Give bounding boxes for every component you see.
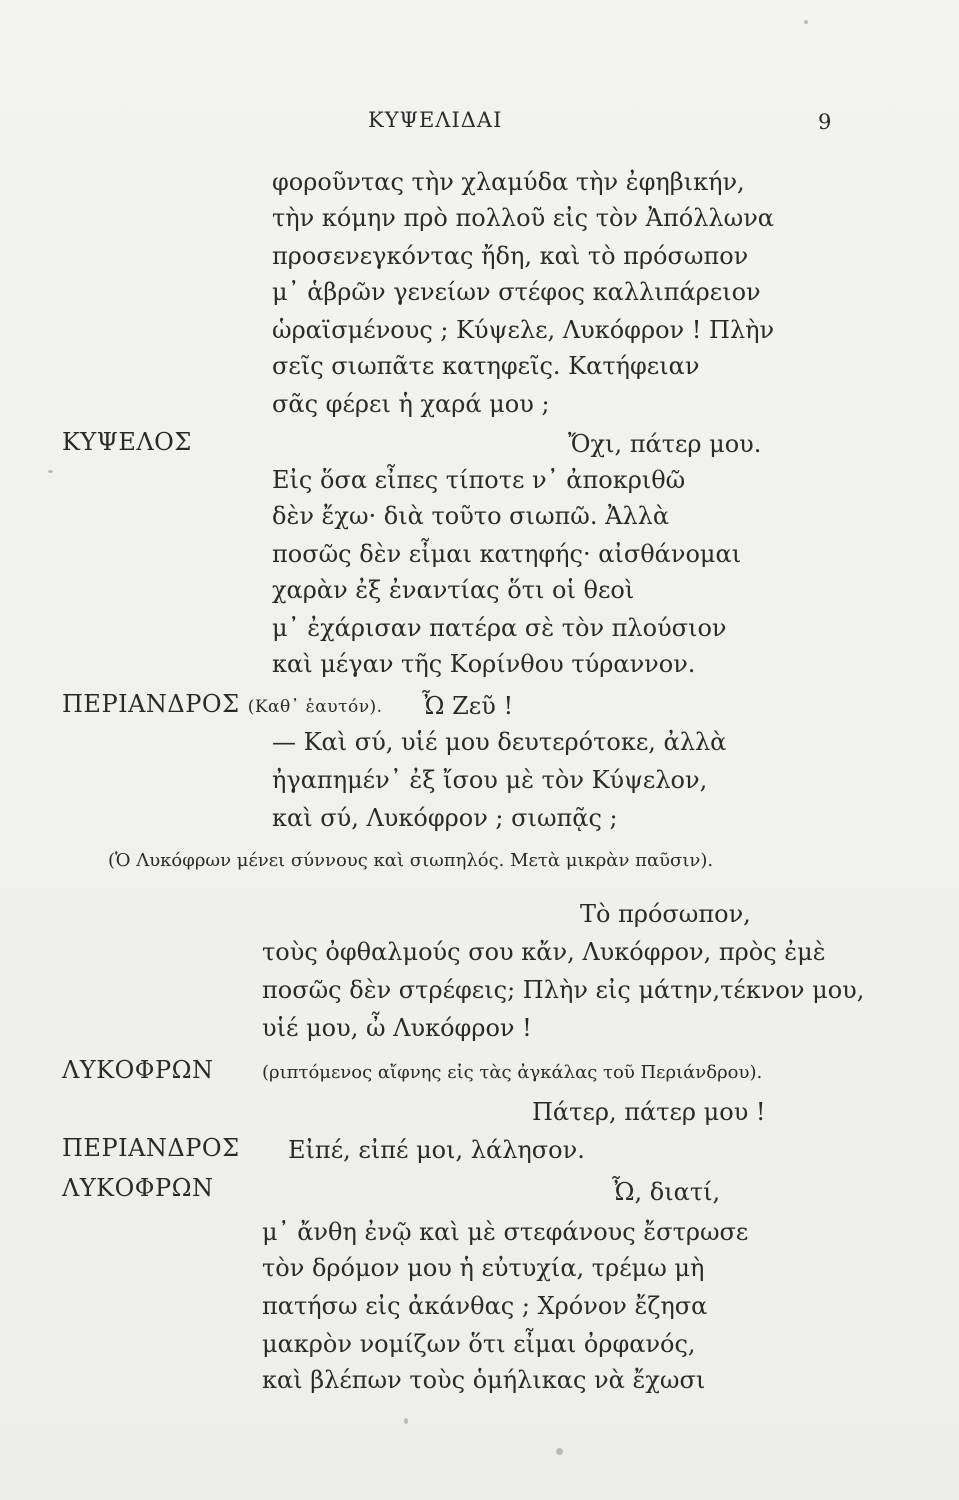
verse-line: Εἰπέ, εἰπέ μοι, λάλησον. <box>288 1136 585 1164</box>
verse-line: Εἰς ὅσα εἶπες τίποτε ν᾿ ἀποκριθῶ <box>272 466 686 494</box>
speaker-name: ΛΥΚΟΦΡΩΝ <box>62 1056 214 1084</box>
paper-speck <box>804 20 808 24</box>
verse-line: — Καὶ σύ, υἱέ μου δευτερότοκε, ἀλλὰ <box>272 728 727 756</box>
verse-line: πατήσω εἰς ἀκάνθας ; Χρόνον ἔζησα <box>262 1292 708 1320</box>
verse-line: καὶ σύ, Λυκόφρον ; σιωπᾷς ; <box>272 804 618 832</box>
speaker-label: ΠΕΡΙΑΝΔΡΟΣ <box>62 690 240 718</box>
speaker-name: ΛΥΚΟΦΡΩΝ <box>62 1174 214 1202</box>
verse-line: υἱέ μου, ὦ Λυκόφρον ! <box>262 1014 532 1042</box>
verse-line: μακρὸν νομίζων ὅτι εἶμαι ὀρφανός, <box>262 1330 696 1358</box>
running-header-title: ΚΥΨΕΛΙΔΑΙ <box>368 108 503 132</box>
verse-line: τοὺς ὀφθαλμούς σου κἄν, Λυκόφρον, πρὸς ἐμὲ <box>262 938 826 966</box>
verse-line: ποσῶς δὲν στρέφεις; Πλὴν εἰς μάτην,τέκνον μου, <box>262 976 865 1004</box>
verse-line: δὲν ἔχω· διὰ τοῦτο σιωπῶ. Ἀλλὰ <box>272 502 670 530</box>
stage-direction-aside: (Καθ᾿ ἑαυτόν). <box>247 697 383 717</box>
verse-line: καὶ βλέπων τοὺς ὁμήλικας νὰ ἔχωσι <box>262 1366 706 1394</box>
speaker-name: ΚΥΨΕΛΟΣ <box>62 428 192 456</box>
verse-line: καὶ μέγαν τῆς Κορίνθου τύραννον. <box>272 650 696 678</box>
verse-line: ὡραϊσμένους ; Κύψελε, Λυκόφρον ! Πλὴν <box>272 316 775 344</box>
speaker-name: ΠΕΡΙΑΝΔΡΟΣ <box>62 1134 240 1162</box>
verse-line: Πάτερ, πάτερ μου ! <box>532 1098 766 1126</box>
verse-line: τὸν δρόμον μου ἡ εὐτυχία, τρέμω μὴ <box>262 1254 705 1282</box>
paper-speck <box>48 470 53 473</box>
verse-line: ποσῶς δὲν εἶμαι κατηφής· αἰσθάνομαι <box>272 540 742 568</box>
page-number: 9 <box>818 110 832 134</box>
verse-line: Ὄχι, πάτερ μου. <box>568 430 762 458</box>
paper-speck <box>556 1448 563 1455</box>
stage-direction: (ριπτόμενος αἴφνης εἰς τὰς ἀγκάλας τοῦ Περιάνδρου). <box>262 1062 763 1083</box>
verse-line: τὴν κόμην πρὸ πολλοῦ εἰς τὸν Ἀπόλλωνα <box>272 204 774 232</box>
verse-line: σᾶς φέρει ἡ χαρά μου ; <box>272 390 550 418</box>
stage-direction: (Ὁ Λυκόφρων μένει σύννους καὶ σιωπηλός. Μετὰ μικρὰν παῦσιν). <box>108 850 714 871</box>
verse-line: ἠγαπημέν᾿ ἐξ ἴσου μὲ τὸν Κύψελον, <box>272 766 708 794</box>
verse-line: μ᾿ ἐχάρισαν πατέρα σὲ τὸν πλούσιον <box>272 614 727 642</box>
speaker-name <box>62 692 383 716</box>
verse-line: προσενεγκόντας ἤδη, καὶ τὸ πρόσωπον <box>272 242 749 270</box>
verse-line: φοροῦντας τὴν χλαμύδα τὴν ἐφηβικήν, <box>272 168 745 196</box>
paper-speck <box>404 1418 408 1424</box>
verse-line: χαρὰν ἐξ ἐναντίας ὅτι οἱ θεοὶ <box>272 576 635 604</box>
verse-line: Ὦ Ζεῦ ! <box>422 692 514 720</box>
verse-line: Ὦ, διατί, <box>612 1178 721 1206</box>
verse-line: μ᾿ ἁβρῶν γενείων στέφος καλλιπάρειον <box>272 278 761 306</box>
verse-line: Τὸ πρόσωπον, <box>580 900 751 928</box>
verse-line: μ᾿ ἄνθη ἐνῷ καὶ μὲ στεφάνους ἔστρωσε <box>262 1218 749 1246</box>
verse-line: σεῖς σιωπᾶτε κατηφεῖς. Κατήφειαν <box>272 352 700 380</box>
